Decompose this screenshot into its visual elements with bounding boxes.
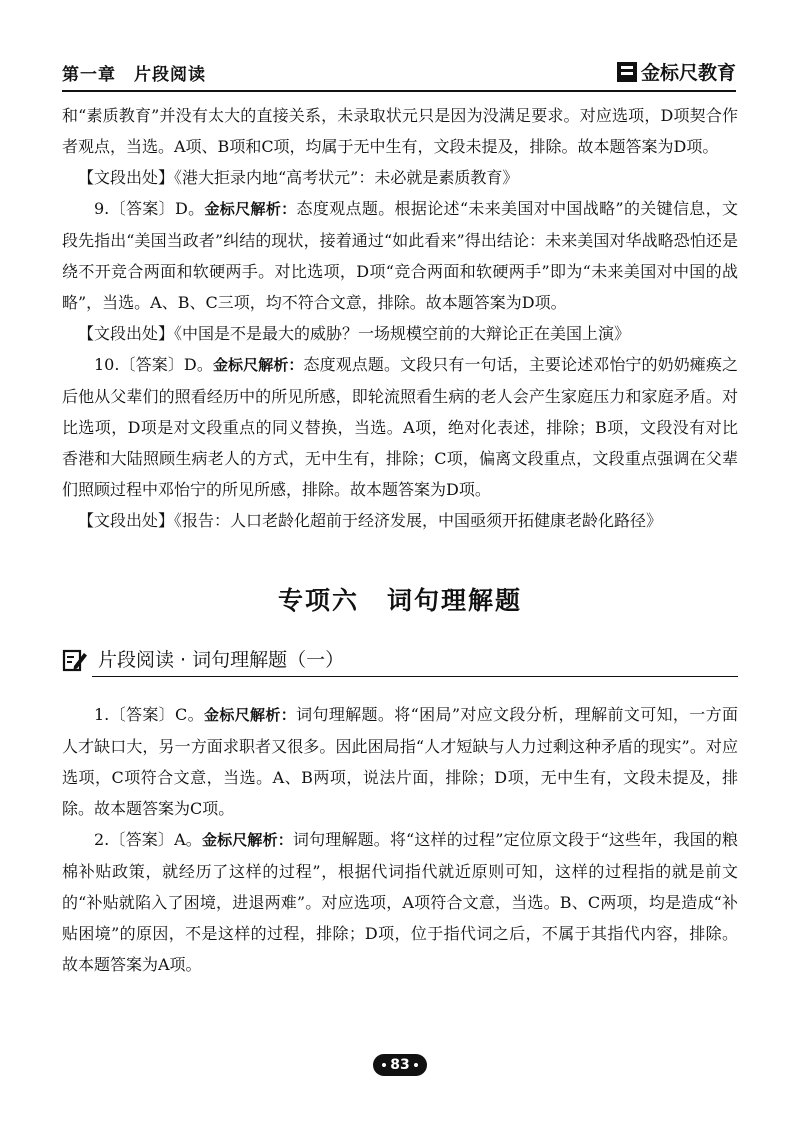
page-header <box>62 58 736 88</box>
answer-item <box>62 699 738 824</box>
analysis-label: 金标尺解析： <box>204 200 297 218</box>
brand-logo-icon <box>617 62 637 82</box>
brand-name: 金标尺教育 <box>640 62 736 84</box>
page-content <box>62 100 738 980</box>
answer-item <box>62 349 738 505</box>
source-citation: 【文段出处】《报告：人口老龄化超前于经济发展，中国亟须开拓健康老龄化路径》 <box>78 511 663 530</box>
analysis-text: 态度观点题。根据论述“未来美国对中国战略”的关键信息，文段先指出“美国当政者”纠结的现状，接着通过“如此看来”得出结论：未来美国对华战略恐怕还是绕不开竞合两面和软硬两手。对比选项，D项“竞合两面和软硬两手”即为“未来美国对中国的战略”，当选。A、B、C三项，均不符合文意，排除。故本题答案为D项。 <box>62 199 738 312</box>
source-citation: 【文段出处】《中国是不是最大的威胁？一场规模空前的大辩论正在美国上演》 <box>78 324 631 343</box>
section-title <box>62 581 738 617</box>
section-number: 专项六 <box>277 586 359 615</box>
chapter-title: 第一章 片段阅读 <box>62 65 206 85</box>
analysis-label: 金标尺解析： <box>201 831 293 849</box>
answer-prefix: 9.〔答案〕D。 <box>94 199 205 218</box>
answer-item <box>62 193 738 318</box>
brand-logo <box>617 58 736 85</box>
paragraph-continued: 和“素质教育”并没有太大的直接关系，未录取状元只是因为没满足要求。对应选项，D项契合作者观点，当选。A项、B项和C项，均属于无中生有，文段未提及，排除。故本题答案为D项。 <box>62 106 738 156</box>
source-citation: 【文段出处】《港大拒录内地“高考状元”：未必就是素质教育》 <box>78 168 519 187</box>
analysis-text: 词句理解题。将“困局”对应文段分析，理解前文可知，一方面人才缺口大，另一方面求职者又很多。因此困局指“人才短缺与人力过剩这种矛盾的现实”。对应选项，C项符合文意，当选。A、B两项，说法片面，排除；D项，无中生有，文段未提及，排除。故本题答案为C项。 <box>62 705 738 818</box>
analysis-text: 态度观点题。文段只有一句话，主要论述邓怡宁的奶奶瘫痪之后他从父辈们的照看经历中的所见所感，即轮流照看生病的老人会产生家庭压力和家庭矛盾。对比选项，D项是对文段重点的同义替换，当选。A项，绝对化表述，排除；B项，文段没有对比香港和大陆照顾生病老人的方式，无中生有，排除；C项，偏离文段重点，文段重点强调在父辈们照顾过程中邓怡宁的所见所感，排除。故本题答案为D项。 <box>62 355 738 499</box>
page-number: 83 <box>390 1057 410 1073</box>
section-name: 词句理解题 <box>387 586 523 615</box>
analysis-text: 词句理解题。将“这样的过程”定位原文段于“这些年，我国的粮棉补贴政策，就经历了这样的过程”，根据代词指代就近原则可知，这样的过程指的就是前文的“补贴就陷入了困境，进退两难”。对应选项，A项符合文意，当选。B、C两项，均是造成“补贴困境”的原因，不是这样的过程，排除；D项，位于指代词之后，不属于其指代内容，排除。故本题答案为A项。 <box>62 830 738 974</box>
edit-note-icon <box>62 647 88 673</box>
answer-prefix: 2.〔答案〕A。 <box>94 830 202 849</box>
answer-prefix: 10.〔答案〕D。 <box>94 355 213 374</box>
subheading <box>62 641 738 683</box>
page-number-badge <box>373 1054 427 1076</box>
header-rule <box>62 90 736 92</box>
subheading-underline <box>92 676 738 677</box>
analysis-label: 金标尺解析： <box>203 706 297 724</box>
subheading-text: 片段阅读 · 词句理解题（一） <box>98 645 352 672</box>
answer-prefix: 1.〔答案〕C。 <box>94 705 204 724</box>
answer-item <box>62 824 738 980</box>
analysis-label: 金标尺解析： <box>212 356 304 374</box>
